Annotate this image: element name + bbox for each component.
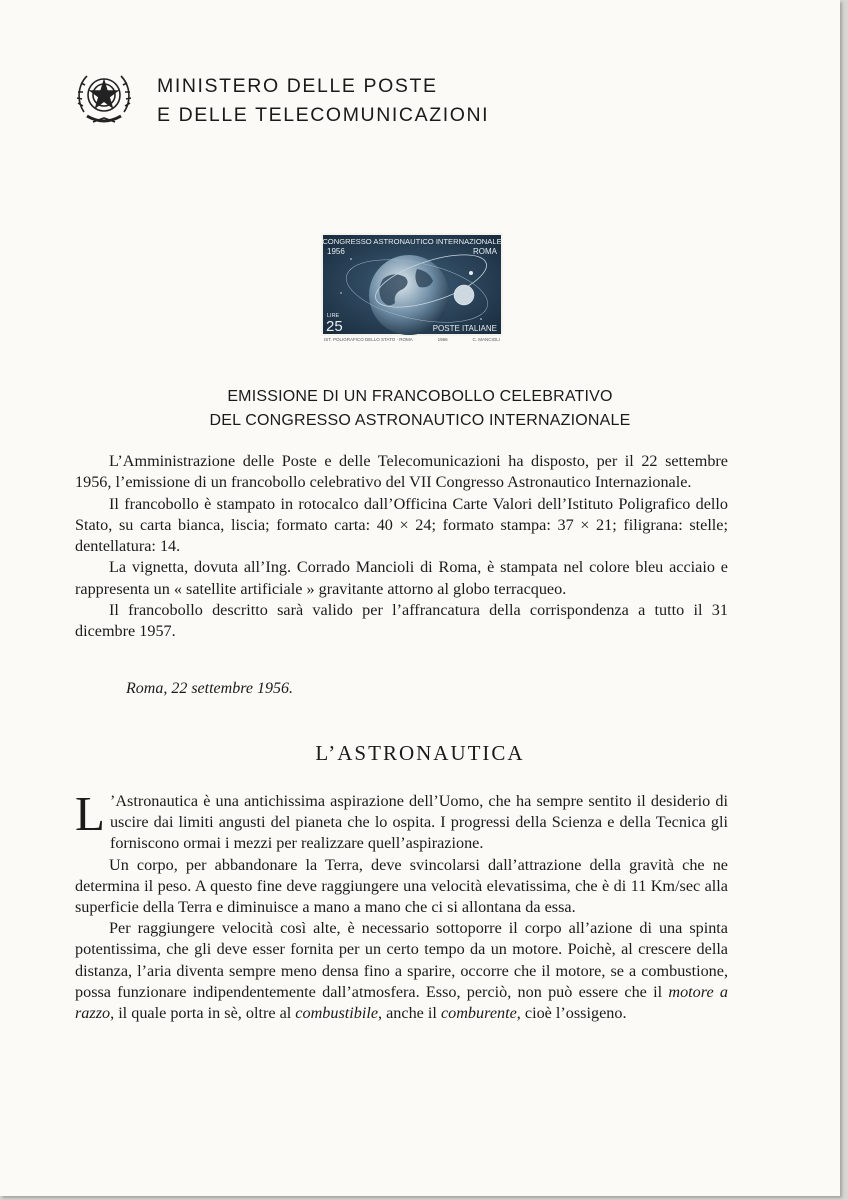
drop-cap: L bbox=[75, 786, 105, 841]
stamp-caption bbox=[321, 337, 503, 342]
emphasis-text: comburente bbox=[440, 1004, 517, 1023]
article-title: L’ASTRONAUTICA bbox=[315, 741, 525, 765]
announcement-title-line-2: DEL CONGRESSO ASTRONAUTICO INTERNAZIONALE bbox=[209, 412, 631, 429]
article-text: , anche il bbox=[378, 1004, 441, 1023]
ministry-line-2: E DELLE TELECOMUNICAZIONI bbox=[157, 104, 490, 126]
emphasis-text: combustibile bbox=[295, 1004, 379, 1023]
stamp-country: POSTE ITALIANE bbox=[432, 324, 497, 333]
announcement-title bbox=[0, 385, 840, 433]
article-paragraph-1 bbox=[75, 786, 728, 855]
announcement-paragraph: Il francobollo è stampato in rotocalco dall’Officina Carte Valori dell’Istituto Poligrafico dello Stato, su carta bianca, liscia; formato carta: 40 × 24; formato stampa: 37 × 21; filigrana: stelle; dentellatura: 14. bbox=[75, 494, 728, 556]
article-body bbox=[75, 786, 728, 1024]
ministry-name bbox=[157, 72, 489, 130]
issue-date: Roma, 22 settembre 1956. bbox=[126, 680, 293, 697]
stamp-caption-right: C. MANCIOLI bbox=[472, 337, 500, 342]
article-text: Per raggiungere velocità così alte, è necessario sottoporre il corpo all’azione di una spinta potentissima, che gli deve esser fornita per un certo tempo da un motore. Poichè, al crescere della distanza, l’aria diventa sempre meno densa fino a sparire, occorre che il motore, se a combustione, possa funzionare indipendentemente dall’atmosfera. Esso, perciò, non può essere che il bbox=[75, 919, 728, 1001]
emphasis-text: motore a razzo bbox=[75, 982, 728, 1023]
stamp-year: 1956 bbox=[327, 247, 345, 256]
announcement-paragraph: Il francobollo descritto sarà valido per l’affrancatura della corrispondenza a tutto il 31 dicembre 1957. bbox=[75, 601, 728, 641]
ministry-line-1: MINISTERO DELLE POSTE bbox=[157, 75, 438, 97]
stamp-value: 25 bbox=[326, 318, 343, 335]
article-text: , cioè l’ossigeno. bbox=[516, 1004, 627, 1023]
announcement-paragraph: La vignetta, dovuta all’Ing. Corrado Mancioli di Roma, è stampata nel colore bleu acciaio e rappresenta un « satellite artificiale » gravitante attorno al globo terracqueo. bbox=[75, 558, 728, 598]
stamp-city: ROMA bbox=[473, 247, 497, 256]
italian-republic-emblem-icon bbox=[75, 66, 133, 130]
stamp-caption-center: 1956 bbox=[437, 337, 448, 342]
stamp-top-text: CONGRESSO ASTRONAUTICO INTERNAZIONALE bbox=[322, 237, 502, 246]
stamp-currency: LIRE bbox=[327, 313, 340, 319]
article-text: , il quale porta in sè, oltre al bbox=[110, 1004, 296, 1023]
stamp-image bbox=[321, 233, 503, 336]
article-paragraph-2: Un corpo, per abbandonare la Terra, deve svincolarsi dall’attrazione della gravità che ne determina il peso. A questo fine deve raggiungere una velocità elevatissima, che è di 11 Km/sec alla superficie della Terra e diminuisce a mano a mano che ci si allontana da essa. bbox=[75, 855, 728, 917]
article-paragraph-3 bbox=[75, 918, 728, 1024]
announcement-body bbox=[75, 451, 728, 643]
article-paragraph-1-text: ’Astronautica è una antichissima aspirazione dell’Uomo, che ha sempre sentito il desiderio di uscire dai limiti angusti del pianeta che lo ospita. I progressi della Scienza e della Tecnica gli forniscono ormai i mezzi per realizzare quell’aspirazione. bbox=[109, 792, 728, 853]
stamp-caption-left: IST. POLIGRAFICO DELLO STATO · ROMA bbox=[324, 337, 413, 342]
announcement-paragraph: L’Amministrazione delle Poste e delle Telecomunicazioni ha disposto, per il 22 settembre 1956, l’emissione di un francobollo celebrativo del VII Congresso Astronautico Internazionale. bbox=[75, 452, 728, 492]
stamp-illustration bbox=[321, 233, 503, 342]
announcement-title-line-1: EMISSIONE DI UN FRANCOBOLLO CELEBRATIVO bbox=[227, 388, 613, 405]
